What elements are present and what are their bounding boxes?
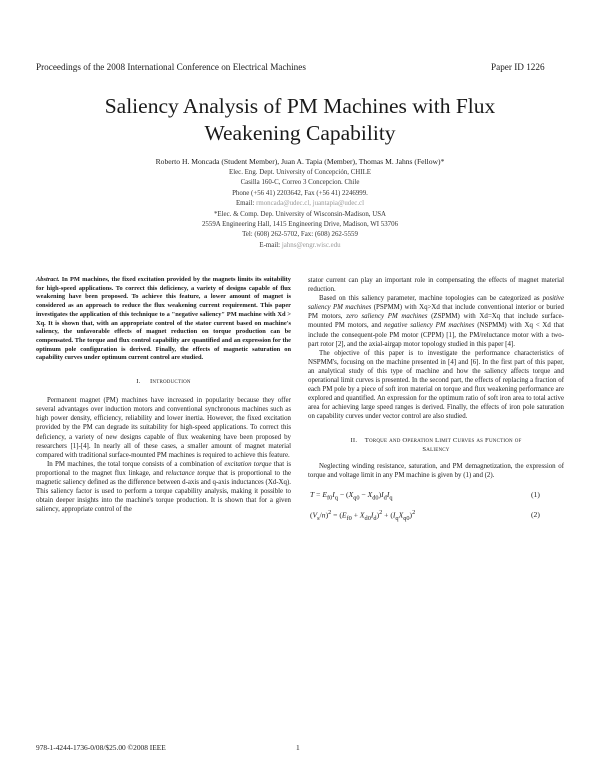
- affiliation-1: [0, 168, 600, 251]
- aff1-address: Casilla 160-C, Correo 3 Concepcion. Chile: [240, 179, 360, 187]
- aff1-email[interactable]: rmoncada@udec.cl, juantapia@udec.cl: [256, 200, 365, 208]
- paper-id: Paper ID 1226: [491, 62, 545, 72]
- section-1-title: Introduction: [149, 378, 191, 386]
- left-column: [36, 276, 291, 514]
- abstract: [36, 276, 291, 363]
- section-2-heading: [308, 436, 564, 454]
- abstract-body: In PM machines, the fixed excitation provided by the magnets limits its suitability for high-speed applications. To correct this deficiency, a variety of designs capable of flux weakening have been proposed. To achieve this feature, a lower amount of magnet is considered as an approach to reduce the flux weakening current requirement. This paper investigates the application of this technique to a "negative saliency" PM machine with Xd > Xq. It is shown that, with an appropriate control of the stator current based on machine's saliency, the unfavorable effects of magnet reduction on torque production can be compensated. The torque and flux control capability are quantified and an expression for the optimum pole configuration is derived. Finally, the effects of magnetic saturation on capability curves under optimum current control are studied.: [36, 276, 291, 362]
- col2-paragraph-2: The objective of this paper is to investigate the performance characteristics of NSPMM's, focusing on the machine presented in [4] and [6]. In the first part of this paper, an analytical study of this type of machine and how the saliency affects torque and operational limit curves is presented. In the second part, the effects of replacing a fraction of each PM pole by a piece of soft iron material on torque and flux weakening performance are explored and quantified. An expression for the optimum ratio of soft iron area to total active area for achieving large speed ranges is derived. Finally, the effects of iron pole saturation on capability curves under vector control are also studied.: [308, 349, 564, 421]
- aff2-address: 2559A Engineering Hall, 1415 Engineering Drive, Madison, WI 53706: [201, 221, 399, 229]
- paper-title: [0, 93, 600, 147]
- section-2-title-line-1: Torque and Operation Limit Curves as Function of: [364, 436, 522, 444]
- intro-paragraph-1: Permanent magnet (PM) machines have increased in popularity because they offer several advantages over induction motors and conventional synchronous machines such as high power density, efficiency, reliability and lower inertia. However, the fixed excitation provided by the PM can degrade its suitability for high-speed applications. To correct this deficiency, a variety of new designs capable of flux weakening have been proposed by researchers [1]-[4]. In nearly all of these cases, a smaller amount of magnet material compared with traditional surface-mounted PM machines is required to achieve this feature.: [36, 397, 291, 459]
- page-number: 1: [296, 743, 300, 752]
- author-list: Roberto H. Moncada (Student Member), Juan A. Tapia (Member), Thomas M. Jahns (Fellow)*: [155, 157, 445, 166]
- conference-header: Proceedings of the 2008 International Conference on Electrical Machines: [36, 62, 306, 72]
- equation-1-number: (1): [531, 489, 540, 499]
- equation-1: $T = E_{f0}I_q - (X_{q0} - X_{d0})I_dI_q$ (1): [310, 489, 540, 502]
- section-2-number: II.: [350, 436, 358, 444]
- copyright-footer: 978-1-4244-1736-0/08/$25.00 ©2008 IEEE: [36, 743, 166, 752]
- col2-paragraph-0: stator current can play an important role in compensating the effects of magnet material reduction.: [308, 277, 564, 294]
- aff1-email-line: [0, 199, 600, 209]
- section-1-heading: [36, 377, 291, 386]
- intro-paragraph-2: In PM machines, the total torque consists of a combination of excitation torque that is proportional to the magnet flux linkage, and reluctance torque that is proportional to the magnetic saliency defined as the difference between d-axis and q-axis inductances (Xd-Xq). This saliency factor is used to perform a torque capability analysis, making it possible to obtain deeper insights into the machine's torque production. It is shown that for a given saliency, appropriate control of the: [36, 460, 292, 514]
- aff1-dept: Elec. Eng. Dept. University of Concepción, CHILE: [229, 169, 371, 176]
- section-1-number: I.: [136, 378, 141, 386]
- right-column: [308, 276, 564, 526]
- aff2-email-line: [0, 241, 600, 251]
- aff2-email-label: E-mail:: [259, 241, 281, 249]
- aff2-email[interactable]: jahns@engr.wisc.edu: [281, 241, 341, 249]
- col2-paragraph-1: Based on this saliency parameter, machine topologies can be categorized as positive saliency PM machines (PSPMM) with Xq>Xd that include conventional interior or buried PM motors, zero saliency PM machines (ZSPMM) with Xd=Xq that include surface-mounted PM motors, and negative saliency PM machines (NSPMM) with Xq < Xd that include the consequent-pole PM motor (CPPM) [1], the PM/reluctance motor with a two-part rotor [2], and the axial-airgap motor topology studied in this paper [4].: [308, 295, 565, 348]
- aff2-phone: Tel: (608) 262-5702, Fax: (608) 262-5559: [242, 231, 358, 239]
- title-line-1: Saliency Analysis of PM Machines with Flux: [104, 94, 496, 118]
- section-2-title-line-2: Saliency: [422, 445, 450, 453]
- title-line-2: Weakening Capability: [204, 121, 396, 145]
- abstract-label: Abstract.: [36, 276, 60, 283]
- equation-2-number: (2): [531, 509, 540, 519]
- equation-2: $(V_s/n)^2 = (E_{f0} + X_{d0}I_d)^2 + (I_qX_{q0})^2$ (2): [310, 508, 540, 522]
- aff2-dept: *Elec. & Comp. Dep. University of Wisconsin-Madison, USA: [213, 210, 387, 218]
- section-2-paragraph-1: Neglecting winding resistance, saturation, and PM demagnetization, the expression of torque and voltage limit in any PM machine is given by (1) and (2).: [308, 462, 564, 479]
- aff1-email-label: Email:: [235, 200, 255, 208]
- aff1-phone: Phone (+56 41) 2203642, Fax (+56 41) 2246999.: [232, 189, 368, 197]
